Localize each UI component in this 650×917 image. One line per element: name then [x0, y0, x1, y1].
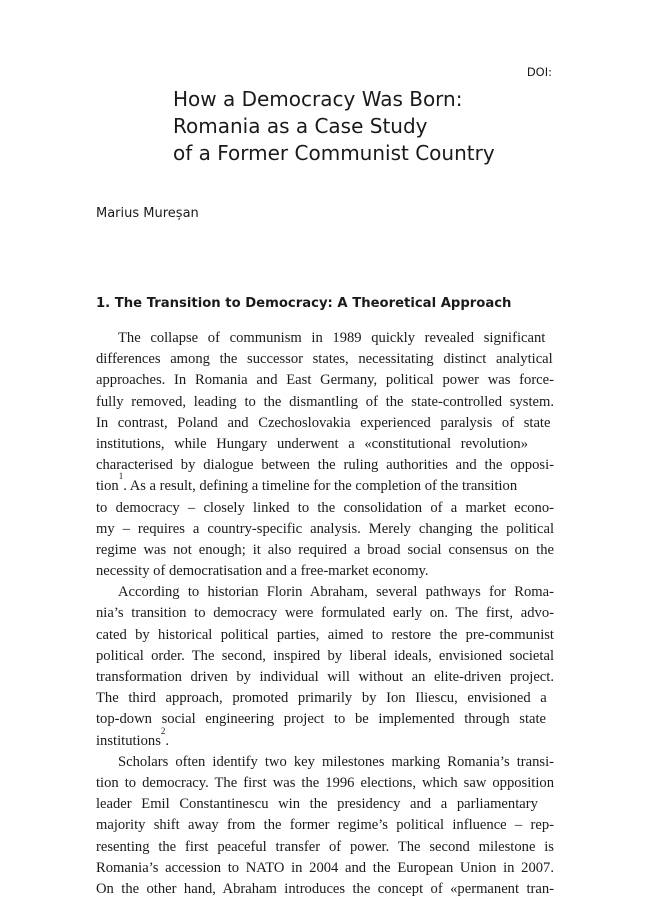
body-text — [96, 328, 554, 900]
text-line — [96, 561, 554, 582]
section-heading: 1. The Transition to Democracy: A Theoretical Approach — [96, 296, 512, 311]
text-line — [96, 328, 554, 349]
text-line — [96, 519, 554, 540]
text-line — [96, 773, 554, 794]
text-line — [96, 667, 554, 688]
text-line-content: transformation driven by individual will without an elite-driven project. — [96, 669, 554, 685]
text-line — [96, 434, 554, 455]
text-line-content: cated by historical political parties, aimed to restore the pre-communist — [96, 626, 554, 643]
footnote-ref[interactable]: 2 — [160, 725, 166, 736]
title-line: Romania as a Case Study — [173, 114, 428, 138]
text-line-content: nia’s transition to democracy were formulated early on. The first, advo- — [96, 605, 554, 622]
text-line — [96, 625, 554, 646]
text-line — [96, 879, 554, 900]
text-line — [96, 498, 554, 519]
text-line-content: Romania’s accession to NATO in 2004 and the European Union in 2007. — [96, 859, 554, 876]
text-line — [96, 794, 554, 815]
article-title — [173, 86, 495, 167]
text-line — [96, 413, 554, 434]
text-line — [96, 540, 554, 561]
text-line — [96, 858, 554, 879]
author-name: Marius Mureșan — [96, 206, 199, 221]
text-line — [96, 815, 554, 836]
text-line-content: . As a result, defining a timeline for the completion of the transition — [123, 478, 518, 495]
text-line — [96, 646, 554, 667]
text-line — [96, 837, 554, 858]
text-line — [96, 752, 554, 773]
text-line-content: top-down social engineering project to be implemented through state — [96, 711, 547, 728]
text-line — [96, 370, 554, 391]
text-line-content: majority shift away from the former regime’s political influence – rep- — [96, 817, 554, 834]
text-line-content: In contrast, Poland and Czechoslovakia experienced paralysis of state — [96, 414, 551, 431]
text-line — [96, 688, 554, 709]
text-line-content: approaches. In Romania and East Germany, political power was force- — [96, 372, 554, 389]
text-line-content: to democracy – closely linked to the consolidation of a market econo- — [96, 499, 554, 516]
doi-label: DOI: — [526, 65, 552, 79]
text-line-content: fully removed, leading to the dismantling of the state-controlled system. — [96, 393, 554, 410]
text-line-content: necessity of democratisation and a free-market economy. — [96, 563, 429, 580]
text-line-content: tion to democracy. The first was the 1996 elections, which saw opposition — [96, 774, 554, 791]
text-line — [96, 471, 554, 497]
text-line-content: . — [165, 732, 170, 749]
text-line — [96, 603, 554, 624]
text-line-content: differences among the successor states, necessitating distinct analytical — [96, 351, 553, 368]
text-line — [96, 582, 554, 603]
title-line: How a Democracy Was Born: — [173, 87, 463, 111]
text-line-content: regime was not enough; it also required a broad social consensus on the — [96, 541, 554, 558]
text-line-content: tion — [96, 478, 119, 495]
text-line-content: institutions, while Hungary underwent a «constitutional revolution» — [96, 435, 528, 452]
text-line-content: institutions — [96, 732, 161, 749]
text-line — [96, 349, 554, 370]
text-line-content: The collapse of communism in 1989 quickly revealed significant — [118, 330, 546, 346]
footnote-ref[interactable]: 1 — [118, 471, 124, 482]
text-line — [96, 725, 554, 752]
text-line-content: Scholars often identify two key milestones marking Romania’s transi- — [118, 753, 554, 770]
text-line-content: resenting the first peaceful transfer of power. The second milestone is — [96, 838, 554, 855]
text-line — [96, 392, 554, 413]
title-line: of a Former Communist Country — [173, 141, 495, 165]
text-line-content: my – requires a country-specific analysis. Merely changing the political — [96, 520, 554, 537]
text-line — [96, 455, 554, 476]
text-line-content: characterised by dialogue between the ruling authorities and the opposi- — [96, 457, 554, 474]
text-line-content: political order. The second, inspired by liberal ideals, envisioned societal — [96, 647, 554, 664]
text-line-content: On the other hand, Abraham introduces the concept of «permanent tran- — [96, 880, 554, 897]
text-line-content: The third approach, promoted primarily by Ion Iliescu, envisioned a — [96, 690, 547, 707]
text-line-content: leader Emil Constantinescu win the presidency and a parliamentary — [96, 796, 538, 813]
text-line-content: According to historian Florin Abraham, several pathways for Roma- — [118, 584, 554, 601]
